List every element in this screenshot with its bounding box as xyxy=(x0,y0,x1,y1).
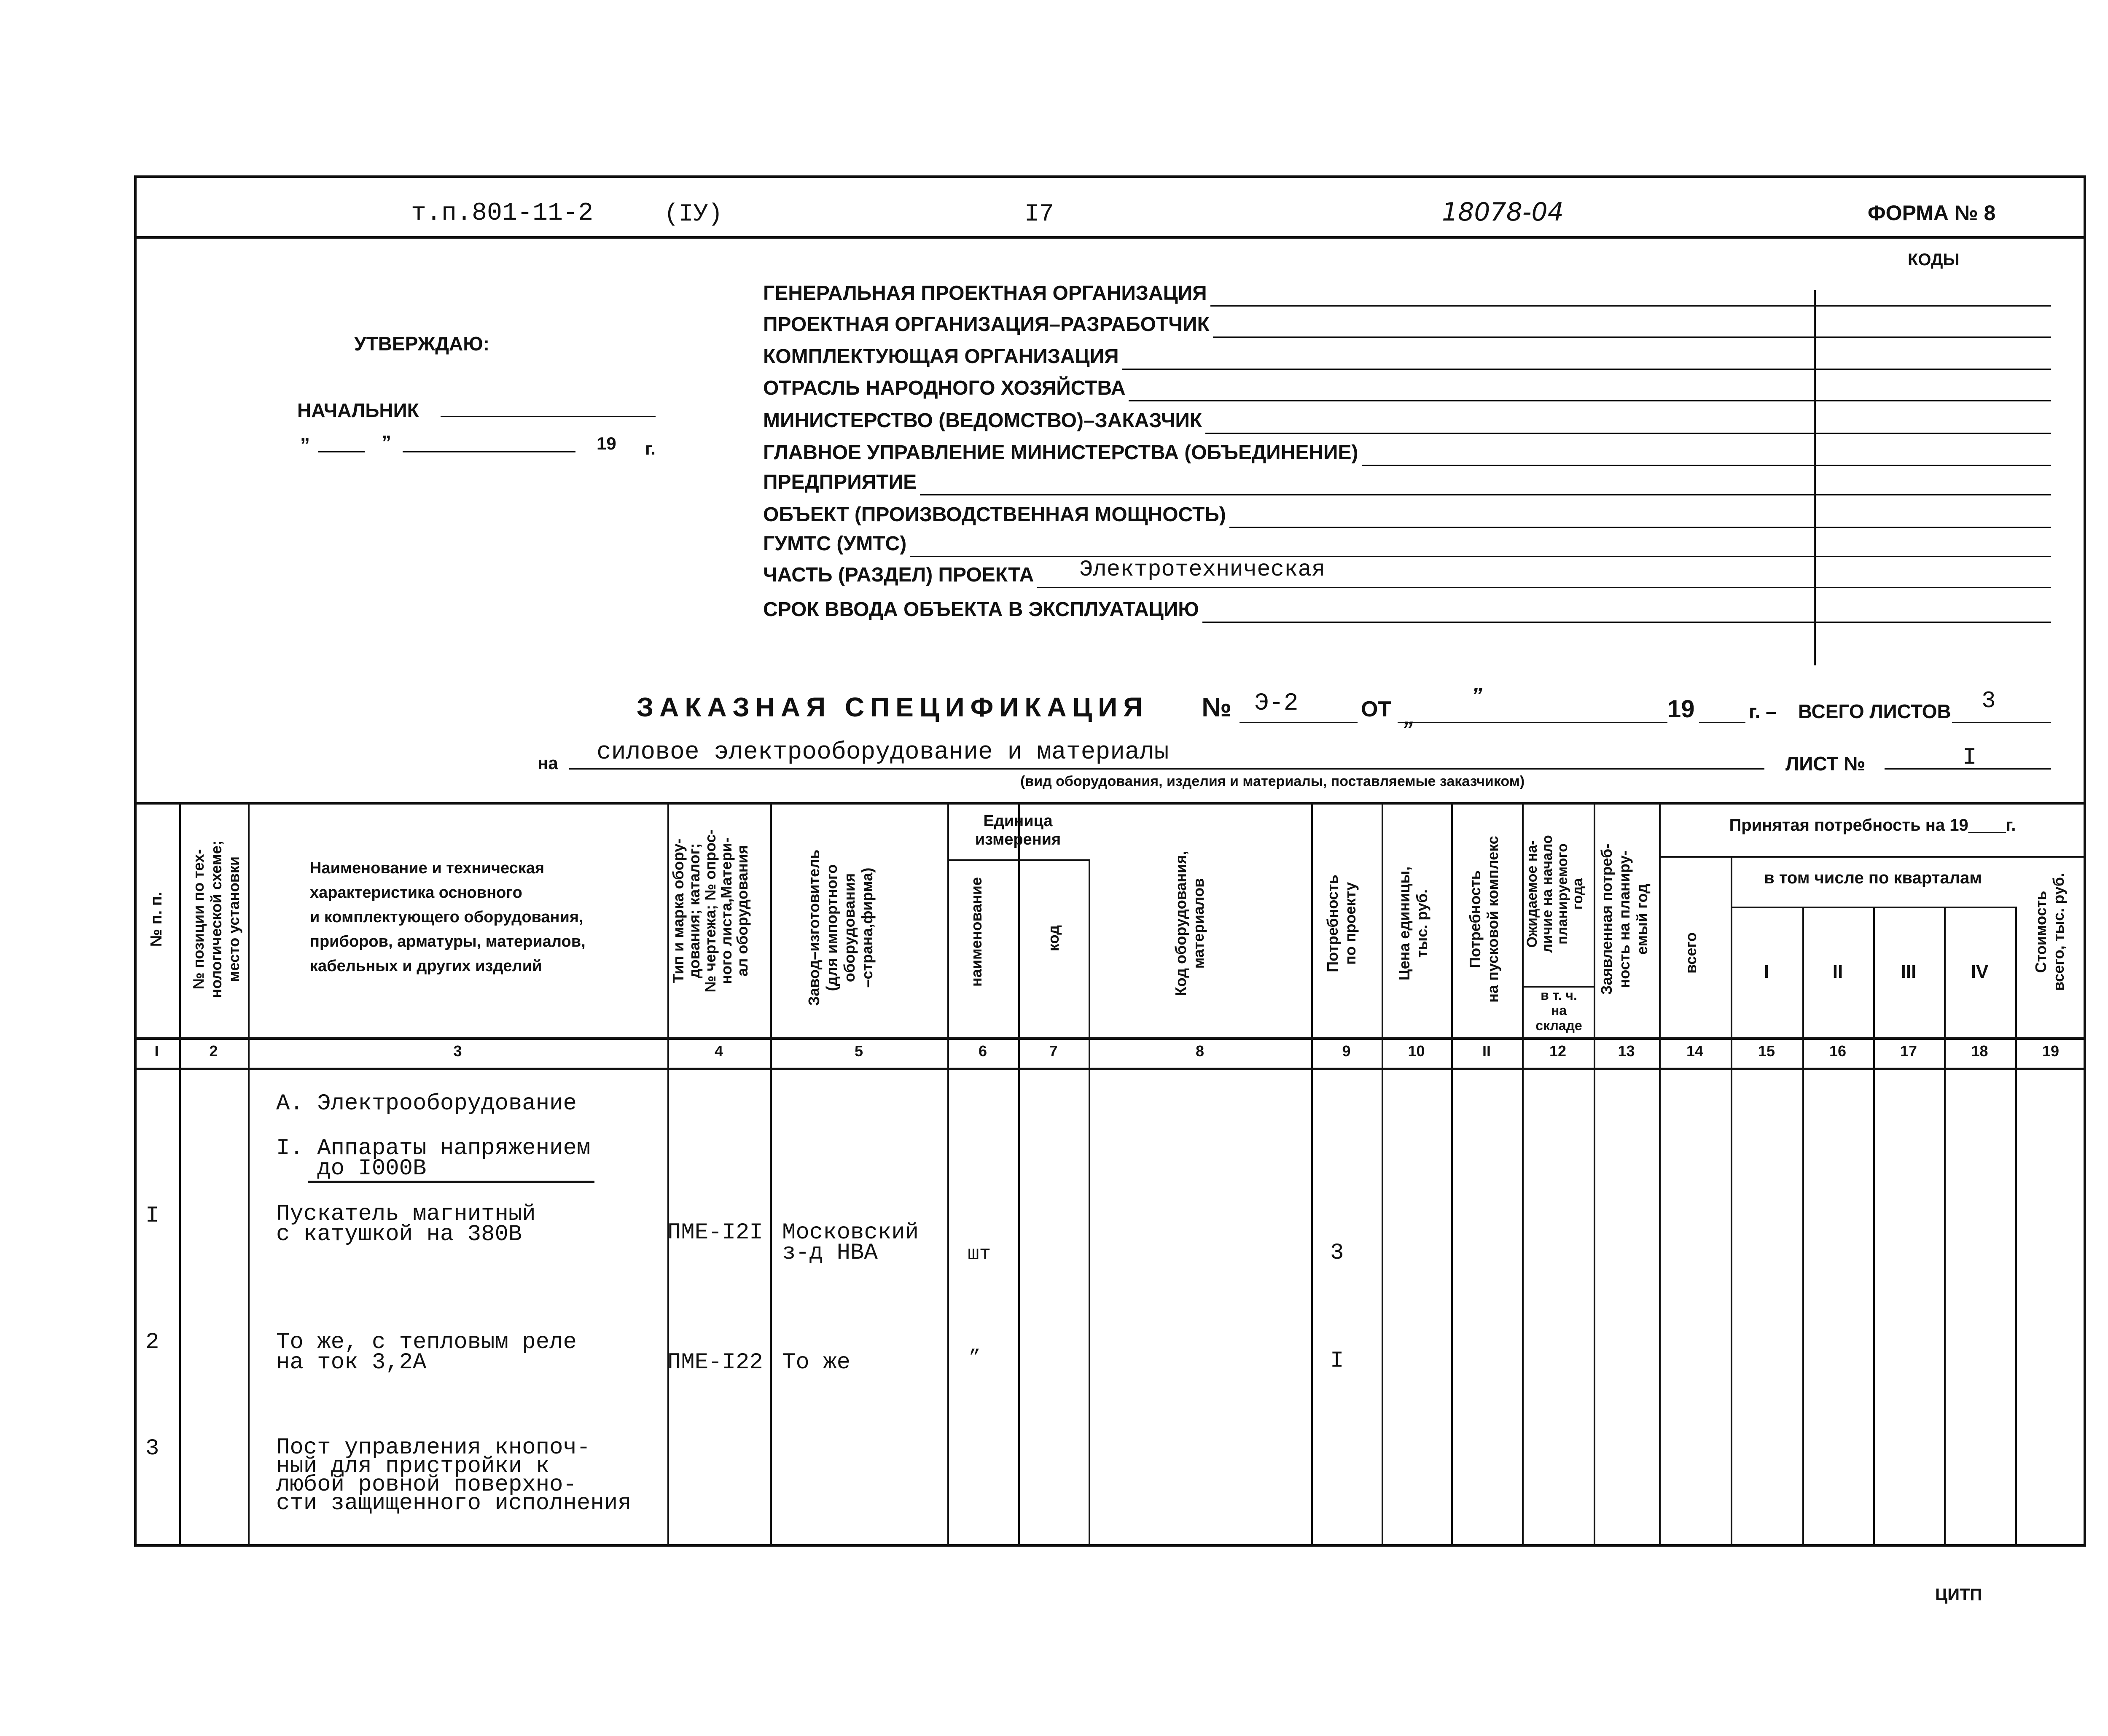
org-field-label: МИНИСТЕРСТВО (ВЕДОМСТВО)–ЗАКАЗЧИК xyxy=(763,409,1202,432)
sheet-label: ЛИСТ № xyxy=(1785,753,1866,775)
row-2-type: ПМЕ-I22 xyxy=(667,1350,763,1375)
row-2-name: То же, с тепловым реле на ток 3,2А xyxy=(276,1330,577,1375)
column-number: II xyxy=(1482,1042,1491,1060)
org-field-value: Электротехническая xyxy=(1079,557,1326,583)
date-year-label: 19 xyxy=(597,433,616,453)
accepted-group-divider xyxy=(1659,856,2086,858)
table-column-line xyxy=(947,803,949,1545)
header-col-6: наименование xyxy=(968,877,985,987)
date-year-suffix: г. xyxy=(645,439,656,458)
column-number: 9 xyxy=(1342,1042,1351,1060)
header-col-2: № позиции по тех- нологической схеме; место установки xyxy=(190,840,242,998)
org-field-line xyxy=(1213,336,2051,338)
chief-label: НАЧАЛЬНИК xyxy=(297,399,419,421)
codes-divider xyxy=(1814,290,1816,665)
header-col-16: II xyxy=(1832,961,1843,982)
org-field-label: ГУМТС (УМТС) xyxy=(763,533,907,555)
row-3-name: Пост управления кнопоч- ный для пристройки к любой ровной поверхно- сти защищенного исполнения xyxy=(276,1435,632,1516)
org-field-label: ОТРАСЛЬ НАРОДНОГО ХОЗЯЙСТВА xyxy=(763,377,1126,399)
table-column-line xyxy=(1311,803,1313,1545)
header-col-14: всего xyxy=(1682,932,1699,974)
header-col-9: Потребность по проекту xyxy=(1324,875,1359,972)
header-quarters-group: в том числе по кварталам xyxy=(1764,869,1982,887)
table-column-line xyxy=(1018,803,1020,1545)
column-number: 12 xyxy=(1549,1042,1567,1060)
org-field-line xyxy=(1229,527,2051,528)
header-col-12-stock: в т. ч. на складе xyxy=(1535,988,1582,1033)
column-number: 6 xyxy=(978,1042,987,1060)
row-1-qty: 3 xyxy=(1330,1240,1344,1266)
row-1-maker: Московский з-д НВА xyxy=(782,1220,919,1266)
spec-year-label: 19 xyxy=(1667,695,1695,723)
row-1-unit: шт xyxy=(968,1243,991,1265)
table-column-line xyxy=(248,803,250,1545)
table-column-line xyxy=(1089,859,1090,1545)
table-column-line xyxy=(1659,803,1661,1545)
org-field-line xyxy=(1210,305,2051,307)
org-field-line xyxy=(1037,587,2051,588)
column-number: I xyxy=(154,1042,159,1060)
header-col-11: Потребность на пусковой комплекс xyxy=(1466,836,1501,1003)
date-quote-open: ” xyxy=(300,434,310,456)
chief-signature-line xyxy=(441,416,656,417)
approve-label: УТВЕРЖДАЮ: xyxy=(354,333,490,355)
header-col-18: IV xyxy=(1971,961,1989,982)
column-number: 13 xyxy=(1618,1042,1635,1060)
subject-prefix: на xyxy=(538,753,558,773)
org-field-line xyxy=(920,494,2051,495)
table-column-line xyxy=(1451,803,1453,1545)
header-col-17: III xyxy=(1901,961,1917,982)
header-unit-group: Единица измерения xyxy=(975,812,1061,848)
row-2-qty: I xyxy=(1330,1348,1344,1374)
spec-year-suffix: г. – xyxy=(1749,700,1777,722)
table-column-line xyxy=(1802,907,1804,1545)
table-column-line xyxy=(667,803,669,1545)
table-column-line xyxy=(770,803,772,1545)
column-number: 16 xyxy=(1829,1042,1847,1060)
column-number: 2 xyxy=(209,1042,218,1060)
total-sheets-value: 3 xyxy=(1982,687,1996,714)
row-3-number: 3 xyxy=(145,1436,159,1461)
subsection-underline xyxy=(308,1181,594,1183)
org-field-line xyxy=(1129,400,2051,401)
table-column-line xyxy=(179,803,181,1545)
table-column-line xyxy=(2015,907,2017,1545)
spec-from-label: ОТ xyxy=(1361,697,1392,721)
total-sheets-label: ВСЕГО ЛИСТОВ xyxy=(1798,700,1951,722)
stock-subcell-side xyxy=(1594,805,1595,986)
form-number: ФОРМА № 8 xyxy=(1868,201,1996,225)
header-col-4: Тип и марка обору- дования; каталог; № чертежа; № опрос- ного листа,Матери- ал оборудования xyxy=(670,829,751,993)
org-field-label: КОМПЛЕКТУЮЩАЯ ОРГАНИЗАЦИЯ xyxy=(763,345,1119,368)
column-number: 7 xyxy=(1049,1042,1058,1060)
org-field-label: ГЕНЕРАЛЬНАЯ ПРОЕКТНАЯ ОРГАНИЗАЦИЯ xyxy=(763,282,1207,304)
table-column-line xyxy=(1382,803,1383,1545)
org-field-label: СРОК ВВОДА ОБЪЕКТА В ЭКСПЛУАТАЦИЮ xyxy=(763,598,1199,621)
spec-number-line xyxy=(1240,722,1358,723)
org-field-label: ПРЕДПРИЯТИЕ xyxy=(763,471,917,493)
org-field-label: ЧАСТЬ (РАЗДЕЛ) ПРОЕКТА xyxy=(763,564,1034,586)
project-code: т.п.801-11-2 xyxy=(411,199,594,228)
spec-title: ЗАКАЗНАЯ СПЕЦИФИКАЦИЯ xyxy=(637,692,1149,722)
org-field-line xyxy=(1205,433,2051,434)
org-field-label: ПРОЕКТНАЯ ОРГАНИЗАЦИЯ–РАЗРАБОТЧИК xyxy=(763,313,1210,336)
header-col-3: Наименование и техническая характеристика основного и комплектующего оборудования, приборов, арматуры, материалов, кабельных и других изделий xyxy=(310,859,586,975)
date-day-line xyxy=(318,451,365,452)
table-top-border xyxy=(134,802,2086,805)
row-2-maker: То же xyxy=(782,1350,851,1375)
column-number: 5 xyxy=(854,1042,863,1060)
row-1-type: ПМЕ-I2I xyxy=(667,1220,763,1246)
table-column-line xyxy=(1873,907,1875,1545)
total-sheets-line xyxy=(1952,722,2051,723)
org-field-label: ГЛАВНОЕ УПРАВЛЕНИЕ МИНИСТЕРСТВА (ОБЪЕДИНЕНИЕ) xyxy=(763,441,1358,464)
org-field-line xyxy=(1202,622,2051,623)
section-heading: А. Электрооборудование xyxy=(276,1091,577,1117)
row-2-unit: ” xyxy=(969,1347,981,1369)
page-number: I7 xyxy=(1024,201,1054,228)
row-1-name: Пускатель магнитный с катушкой на 380В xyxy=(276,1201,536,1247)
column-number: 14 xyxy=(1686,1042,1704,1060)
org-field-label: ОБЪЕКТ (ПРОИЗВОДСТВЕННАЯ МОЩНОСТЬ) xyxy=(763,503,1226,526)
table-column-line xyxy=(1522,803,1524,1545)
sheet-value: I xyxy=(1963,744,1977,771)
column-number: 17 xyxy=(1900,1042,1917,1060)
header-accepted-group: Принятая потребность на 19____г. xyxy=(1729,816,2016,834)
footer-stamp: ЦИТП xyxy=(1935,1585,1982,1604)
subsection-heading: I. Аппараты напряжением до I000В xyxy=(276,1136,591,1182)
header-col-7: код xyxy=(1045,925,1062,951)
org-field-line xyxy=(1122,369,2051,370)
header-col-10: Цена единицы, тыс. руб. xyxy=(1395,866,1430,981)
header-col-5: Завод–изготовитель (для импортного оборудования –страна,фирма) xyxy=(805,849,876,1006)
unit-group-divider xyxy=(947,859,1089,861)
spec-date-quote-1: ” xyxy=(1471,684,1482,708)
header-col-19: Стоимость всего, тыс. руб. xyxy=(2032,873,2067,991)
table-column-line xyxy=(1731,856,1732,1545)
subject-note: (вид оборудования, изделия и материалы, поставляемые заказчиком) xyxy=(1020,773,1525,789)
spec-number-value: Э-2 xyxy=(1254,690,1299,717)
row-1-number: I xyxy=(145,1203,159,1229)
column-number: 8 xyxy=(1195,1042,1205,1060)
header-col-1: № п. п. xyxy=(148,891,165,947)
column-number: 18 xyxy=(1971,1042,1988,1060)
table-header-bottom xyxy=(134,1037,2086,1040)
org-field-line xyxy=(1362,465,2052,466)
column-number: 15 xyxy=(1758,1042,1775,1060)
spec-date-quote-2: ” xyxy=(1402,717,1413,742)
row-2-number: 2 xyxy=(145,1330,159,1355)
header-divider xyxy=(134,236,2086,239)
spec-number-label: № xyxy=(1202,692,1232,722)
volume-label: (IУ) xyxy=(664,201,723,228)
column-number: 3 xyxy=(453,1042,462,1060)
spec-date-line xyxy=(1398,722,1667,723)
subject-line xyxy=(569,768,1764,770)
document-number: 18078-04 xyxy=(1442,197,1564,227)
spec-year-line xyxy=(1699,722,1745,723)
header-col-13: Заявленная потреб- ность на планиру- емый год xyxy=(1598,843,1651,995)
header-col-12: Ожидаемое на- личие на начало планируемого года xyxy=(1524,835,1586,953)
column-number: 4 xyxy=(714,1042,723,1060)
spec-subject: силовое электрооборудование и материалы xyxy=(597,739,1169,766)
column-numbers-bottom xyxy=(134,1068,2086,1070)
column-number: 10 xyxy=(1408,1042,1425,1060)
header-col-8: Код оборудования, материалов xyxy=(1172,851,1207,996)
header-col-15: I xyxy=(1764,961,1769,982)
date-month-line xyxy=(403,451,575,452)
codes-label: КОДЫ xyxy=(1908,250,1960,269)
table-column-line xyxy=(1944,907,1946,1545)
quarters-group-divider xyxy=(1731,907,2015,908)
column-number: 19 xyxy=(2042,1042,2060,1060)
date-quote-close: ” xyxy=(382,431,391,453)
